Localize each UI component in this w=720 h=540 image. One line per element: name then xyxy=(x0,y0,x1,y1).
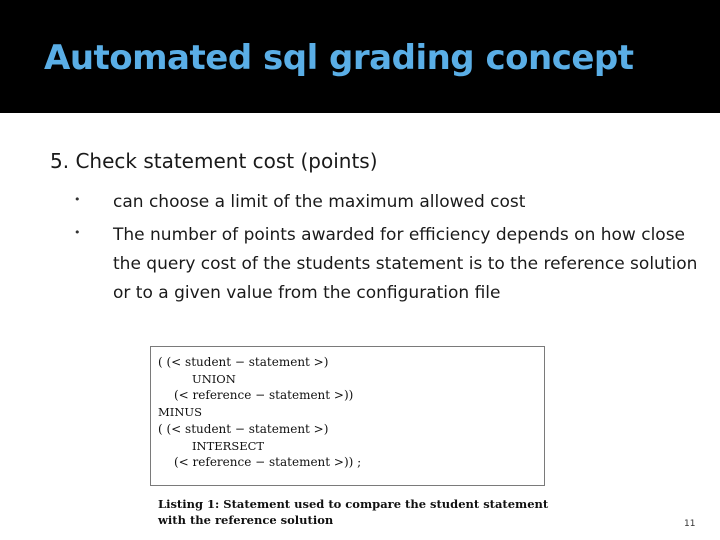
bullet-item: can choose a limit of the maximum allowed cost xyxy=(113,192,526,212)
page-number: 11 xyxy=(684,519,696,529)
code-line: ( (< student − statement >) xyxy=(158,355,329,369)
section-heading: 5. Check statement cost (points) xyxy=(50,149,378,173)
title-bar xyxy=(0,0,720,113)
code-line: (< reference − statement >)) ; xyxy=(174,455,362,469)
listing-caption xyxy=(158,496,558,528)
caption-line: with the reference solution xyxy=(158,513,334,527)
code-listing-image xyxy=(150,346,545,486)
code-line: (< reference − statement >)) xyxy=(174,388,354,402)
bullet-marker: • xyxy=(74,226,81,239)
code-line: UNION xyxy=(192,372,236,386)
bullet-marker: • xyxy=(74,193,81,206)
caption-line: Listing 1: Statement used to compare the student statement xyxy=(158,497,549,511)
code-line: ( (< student − statement >) xyxy=(158,422,329,436)
code-line: INTERSECT xyxy=(192,439,265,453)
slide-title: Automated sql grading concept xyxy=(44,38,634,78)
code-line: MINUS xyxy=(158,405,202,419)
bullet-item: The number of points awarded for efficiency depends on how close the query cost of the students statement is to the reference solution or to a given value from the configuration file xyxy=(113,225,698,303)
